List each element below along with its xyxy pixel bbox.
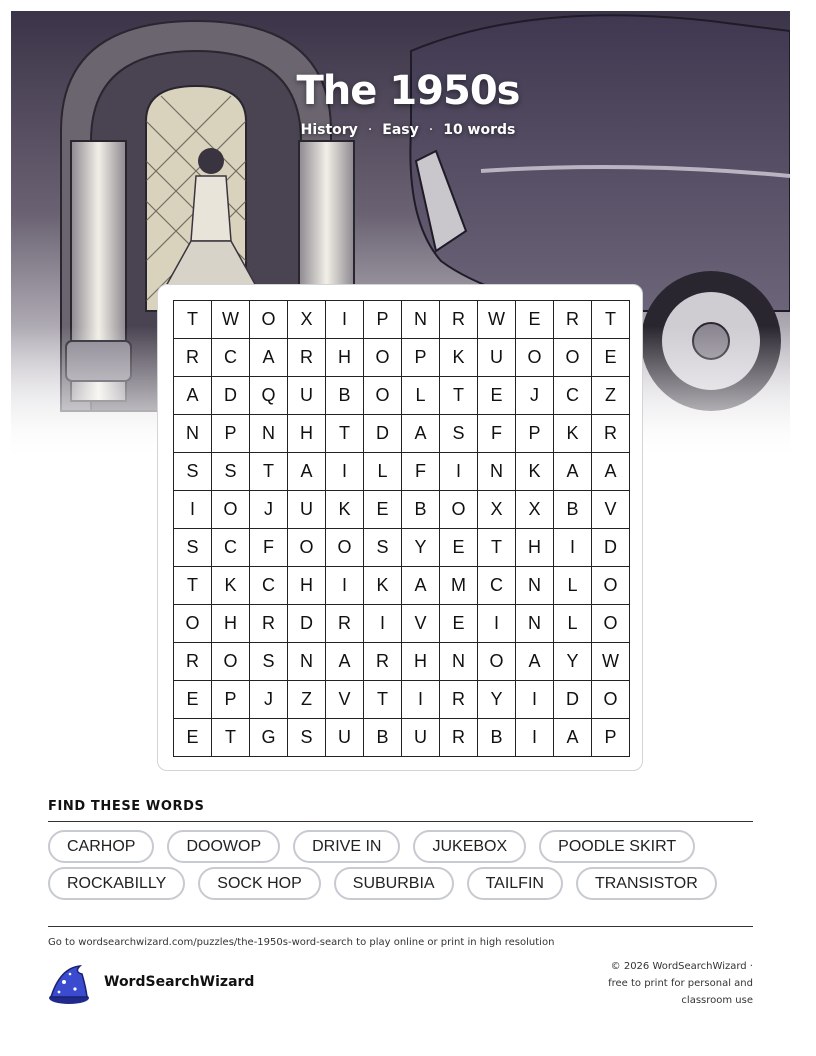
- grid-cell[interactable]: Q: [250, 377, 288, 415]
- grid-cell[interactable]: H: [288, 567, 326, 605]
- grid-cell[interactable]: J: [250, 681, 288, 719]
- grid-cell[interactable]: A: [554, 719, 592, 757]
- grid-cell[interactable]: P: [212, 415, 250, 453]
- grid-cell[interactable]: D: [288, 605, 326, 643]
- grid-cell[interactable]: R: [554, 301, 592, 339]
- grid-cell[interactable]: S: [288, 719, 326, 757]
- grid-cell[interactable]: P: [516, 415, 554, 453]
- word-chip: CARHOP: [48, 830, 154, 863]
- grid-cell[interactable]: V: [592, 491, 630, 529]
- grid-cell[interactable]: F: [402, 453, 440, 491]
- category-label: History: [300, 122, 358, 138]
- grid-cell[interactable]: M: [440, 567, 478, 605]
- grid-cell[interactable]: I: [326, 301, 364, 339]
- grid-cell[interactable]: R: [440, 301, 478, 339]
- grid-cell[interactable]: L: [554, 605, 592, 643]
- grid-cell[interactable]: R: [250, 605, 288, 643]
- grid-cell[interactable]: A: [554, 453, 592, 491]
- grid-cell[interactable]: S: [174, 529, 212, 567]
- grid-cell[interactable]: A: [402, 567, 440, 605]
- grid-cell[interactable]: A: [250, 339, 288, 377]
- word-chip: DRIVE IN: [293, 830, 400, 863]
- grid-cell[interactable]: O: [554, 339, 592, 377]
- grid-cell[interactable]: E: [174, 681, 212, 719]
- grid-cell[interactable]: S: [440, 415, 478, 453]
- grid-cell[interactable]: A: [516, 643, 554, 681]
- word-chip: JUKEBOX: [413, 830, 526, 863]
- grid-cell[interactable]: O: [212, 491, 250, 529]
- word-count-label: 10 words: [443, 122, 516, 138]
- wizard-hat-icon: [46, 964, 92, 1006]
- grid-cell[interactable]: P: [402, 339, 440, 377]
- grid-cell[interactable]: Y: [402, 529, 440, 567]
- grid-cell[interactable]: E: [592, 339, 630, 377]
- grid-cell[interactable]: O: [592, 605, 630, 643]
- grid-cell[interactable]: U: [478, 339, 516, 377]
- grid-cell[interactable]: X: [288, 301, 326, 339]
- grid-cell[interactable]: O: [288, 529, 326, 567]
- grid-cell[interactable]: W: [478, 301, 516, 339]
- grid-cell[interactable]: Z: [592, 377, 630, 415]
- divider: [48, 926, 753, 927]
- grid-cell[interactable]: O: [364, 339, 402, 377]
- grid-cell[interactable]: K: [554, 415, 592, 453]
- grid-cell[interactable]: R: [174, 339, 212, 377]
- grid-cell[interactable]: B: [326, 377, 364, 415]
- grid-cell[interactable]: A: [288, 453, 326, 491]
- grid-cell[interactable]: N: [516, 605, 554, 643]
- grid-cell[interactable]: D: [212, 377, 250, 415]
- grid-cell[interactable]: N: [174, 415, 212, 453]
- grid-cell[interactable]: D: [592, 529, 630, 567]
- grid-cell[interactable]: T: [212, 719, 250, 757]
- grid-cell[interactable]: I: [364, 605, 402, 643]
- divider: [48, 821, 753, 822]
- grid-cell[interactable]: X: [478, 491, 516, 529]
- grid-cell[interactable]: Y: [554, 643, 592, 681]
- grid-cell[interactable]: I: [402, 681, 440, 719]
- grid-cell[interactable]: E: [478, 377, 516, 415]
- word-chip: SOCK HOP: [198, 867, 320, 900]
- grid-cell[interactable]: D: [554, 681, 592, 719]
- grid-cell[interactable]: A: [592, 453, 630, 491]
- grid-cell[interactable]: S: [212, 453, 250, 491]
- grid-cell[interactable]: O: [440, 491, 478, 529]
- grid-cell[interactable]: N: [516, 567, 554, 605]
- word-chip: DOOWOP: [167, 830, 280, 863]
- grid-cell[interactable]: I: [554, 529, 592, 567]
- letter-grid[interactable]: [173, 300, 630, 757]
- grid-cell[interactable]: T: [174, 567, 212, 605]
- grid-cell[interactable]: O: [592, 567, 630, 605]
- grid-cell[interactable]: N: [288, 643, 326, 681]
- grid-cell[interactable]: T: [174, 301, 212, 339]
- grid-cell[interactable]: H: [288, 415, 326, 453]
- puzzle-grid-card: [157, 284, 643, 771]
- grid-cell[interactable]: I: [516, 719, 554, 757]
- grid-cell[interactable]: U: [402, 719, 440, 757]
- word-chip: ROCKABILLY: [48, 867, 185, 900]
- grid-cell[interactable]: E: [440, 605, 478, 643]
- grid-cell[interactable]: T: [364, 681, 402, 719]
- grid-cell[interactable]: V: [326, 681, 364, 719]
- grid-cell[interactable]: K: [326, 491, 364, 529]
- grid-cell[interactable]: H: [212, 605, 250, 643]
- grid-cell[interactable]: O: [592, 681, 630, 719]
- grid-cell[interactable]: I: [478, 605, 516, 643]
- grid-cell[interactable]: E: [516, 301, 554, 339]
- meta-separator: ·: [428, 122, 434, 138]
- grid-cell[interactable]: H: [326, 339, 364, 377]
- grid-cell[interactable]: P: [364, 301, 402, 339]
- grid-cell[interactable]: R: [440, 719, 478, 757]
- grid-cell[interactable]: K: [440, 339, 478, 377]
- grid-cell[interactable]: R: [174, 643, 212, 681]
- grid-cell[interactable]: O: [326, 529, 364, 567]
- word-chip: TAILFIN: [467, 867, 563, 900]
- grid-cell[interactable]: O: [212, 643, 250, 681]
- word-chip: TRANSISTOR: [576, 867, 717, 900]
- grid-cell[interactable]: P: [592, 719, 630, 757]
- grid-cell[interactable]: V: [402, 605, 440, 643]
- grid-cell[interactable]: S: [174, 453, 212, 491]
- play-online-link[interactable]: Go to wordsearchwizard.com/puzzles/the-1950s-word-search to play online or print in high resolution: [48, 937, 555, 948]
- grid-cell[interactable]: C: [250, 567, 288, 605]
- difficulty-label: Easy: [382, 122, 419, 138]
- grid-cell[interactable]: U: [326, 719, 364, 757]
- grid-cell[interactable]: U: [288, 377, 326, 415]
- grid-cell[interactable]: L: [402, 377, 440, 415]
- grid-cell[interactable]: S: [250, 643, 288, 681]
- grid-cell[interactable]: W: [212, 301, 250, 339]
- copyright-line: free to print for personal and: [608, 978, 753, 989]
- grid-cell[interactable]: I: [516, 681, 554, 719]
- grid-cell[interactable]: S: [364, 529, 402, 567]
- grid-cell[interactable]: I: [440, 453, 478, 491]
- brand-name: WordSearchWizard: [104, 974, 255, 990]
- copyright-line: © 2026 WordSearchWizard ·: [610, 961, 753, 972]
- grid-cell[interactable]: N: [402, 301, 440, 339]
- grid-cell[interactable]: A: [326, 643, 364, 681]
- grid-cell[interactable]: T: [440, 377, 478, 415]
- grid-cell[interactable]: L: [364, 453, 402, 491]
- grid-cell[interactable]: E: [174, 719, 212, 757]
- grid-cell[interactable]: B: [402, 491, 440, 529]
- grid-cell[interactable]: K: [516, 453, 554, 491]
- grid-cell[interactable]: O: [478, 643, 516, 681]
- grid-cell[interactable]: R: [592, 415, 630, 453]
- grid-cell[interactable]: F: [478, 415, 516, 453]
- grid-cell[interactable]: C: [554, 377, 592, 415]
- grid-cell[interactable]: E: [440, 529, 478, 567]
- grid-cell[interactable]: T: [326, 415, 364, 453]
- grid-cell[interactable]: H: [516, 529, 554, 567]
- grid-cell[interactable]: U: [288, 491, 326, 529]
- grid-cell[interactable]: O: [174, 605, 212, 643]
- grid-cell[interactable]: R: [326, 605, 364, 643]
- grid-cell[interactable]: B: [478, 719, 516, 757]
- grid-cell[interactable]: O: [250, 301, 288, 339]
- grid-cell[interactable]: T: [592, 301, 630, 339]
- grid-cell[interactable]: L: [554, 567, 592, 605]
- grid-cell[interactable]: I: [326, 567, 364, 605]
- copyright-notice: [573, 958, 753, 1009]
- grid-cell[interactable]: B: [364, 719, 402, 757]
- grid-cell[interactable]: N: [250, 415, 288, 453]
- grid-cell[interactable]: H: [402, 643, 440, 681]
- grid-cell[interactable]: J: [250, 491, 288, 529]
- grid-cell[interactable]: X: [516, 491, 554, 529]
- grid-cell[interactable]: E: [364, 491, 402, 529]
- grid-cell[interactable]: T: [478, 529, 516, 567]
- grid-cell[interactable]: B: [554, 491, 592, 529]
- grid-cell[interactable]: I: [174, 491, 212, 529]
- grid-cell[interactable]: O: [364, 377, 402, 415]
- grid-cell[interactable]: A: [402, 415, 440, 453]
- meta-separator: ·: [367, 122, 373, 138]
- grid-cell[interactable]: N: [478, 453, 516, 491]
- grid-cell[interactable]: K: [212, 567, 250, 605]
- grid-cell[interactable]: C: [212, 529, 250, 567]
- grid-cell[interactable]: R: [288, 339, 326, 377]
- grid-cell[interactable]: C: [212, 339, 250, 377]
- grid-cell[interactable]: G: [250, 719, 288, 757]
- word-list: [48, 830, 768, 900]
- grid-cell[interactable]: Z: [288, 681, 326, 719]
- word-chip: POODLE SKIRT: [539, 830, 695, 863]
- grid-cell[interactable]: F: [250, 529, 288, 567]
- puzzle-title: The 1950s: [296, 68, 520, 114]
- word-chip: SUBURBIA: [334, 867, 454, 900]
- word-list-heading: FIND THESE WORDS: [48, 799, 205, 814]
- grid-cell[interactable]: P: [212, 681, 250, 719]
- grid-cell[interactable]: Y: [478, 681, 516, 719]
- grid-cell[interactable]: O: [516, 339, 554, 377]
- grid-cell[interactable]: R: [364, 643, 402, 681]
- grid-cell[interactable]: C: [478, 567, 516, 605]
- grid-cell[interactable]: N: [440, 643, 478, 681]
- grid-cell[interactable]: W: [592, 643, 630, 681]
- grid-cell[interactable]: I: [326, 453, 364, 491]
- grid-cell[interactable]: R: [440, 681, 478, 719]
- puzzle-meta: [0, 122, 816, 138]
- grid-cell[interactable]: J: [516, 377, 554, 415]
- grid-cell[interactable]: T: [250, 453, 288, 491]
- grid-cell[interactable]: K: [364, 567, 402, 605]
- grid-cell[interactable]: A: [174, 377, 212, 415]
- grid-cell[interactable]: D: [364, 415, 402, 453]
- copyright-line: classroom use: [681, 995, 753, 1006]
